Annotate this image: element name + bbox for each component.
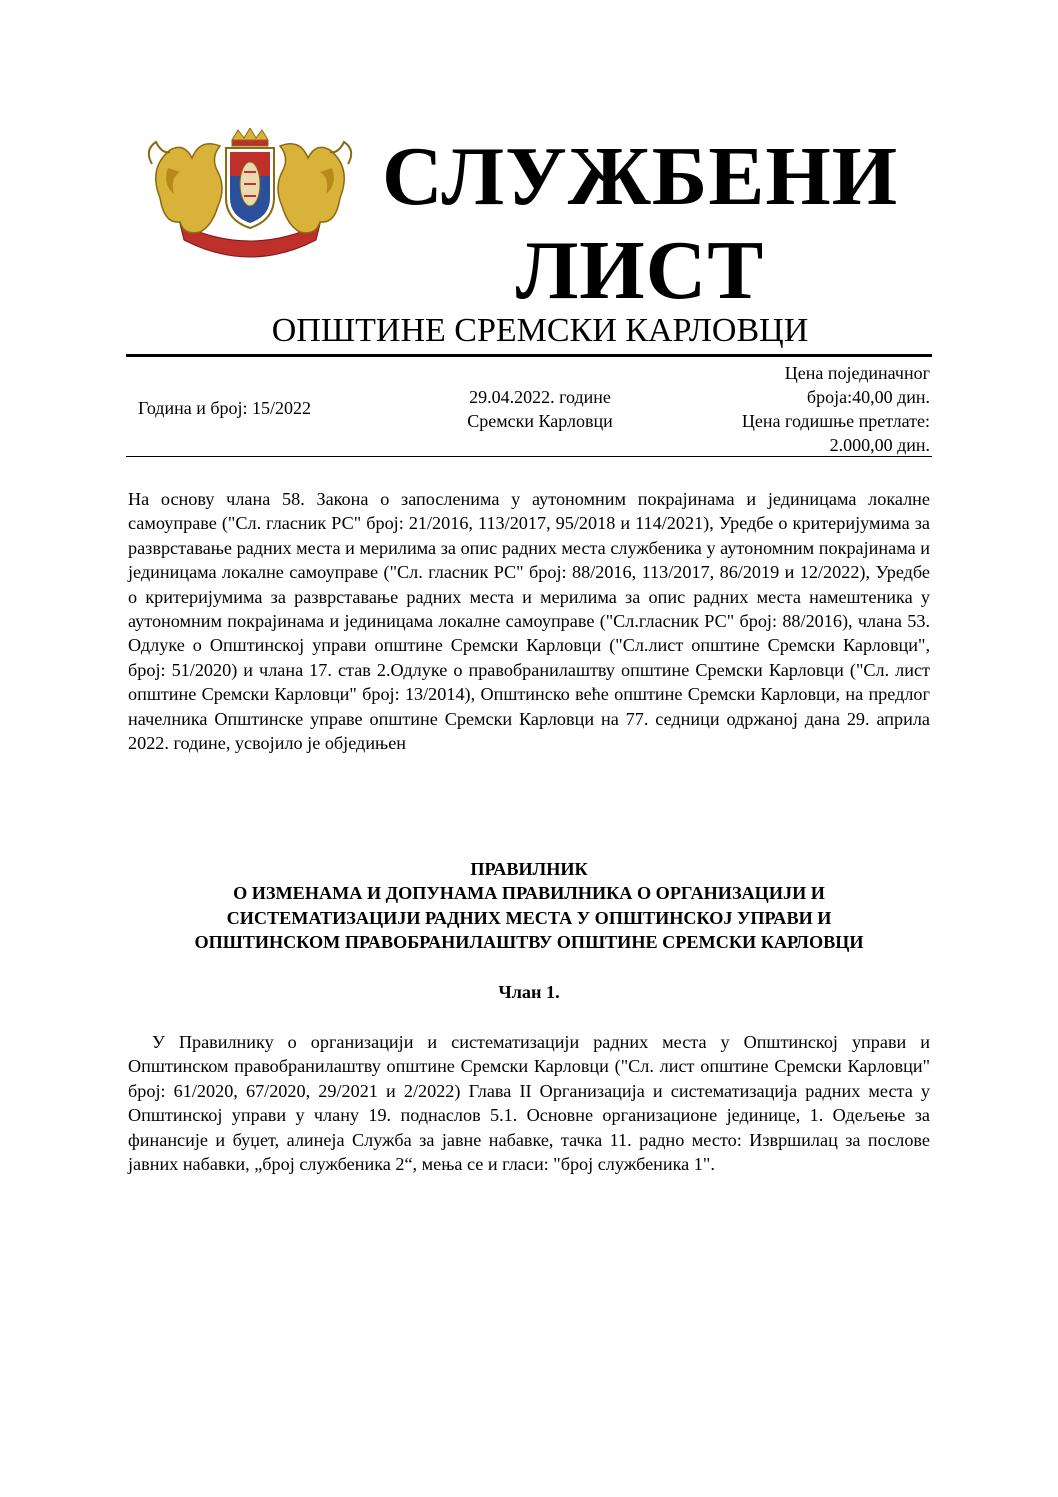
heading-line-1: ПРАВИЛНИК [470,859,588,879]
issue-date: 29.04.2022. године [469,387,611,407]
heading-line-3: СИСТЕМАТИЗАЦИЈИ РАДНИХ МЕСТА У ОПШТИНСКОЈ УПРАВИ И [226,907,832,928]
issue-date-block [440,385,640,433]
heading-line-4: ОПШТИНСКОМ ПРАВОБРАНИЛАШТВУ ОПШТИНЕ СРЕМСКИ КАРЛОВЦИ [194,932,864,953]
price-single-value: броја:40,00 дин. [806,387,930,407]
masthead-title-line2: ЛИСТ [515,224,765,317]
issue-number: Година и број: 15/2022 [138,398,312,418]
article-body: У Правилнику о организацији и систематизацији радних места у Општинској управи и Општинском правобранилаштву општине Сремски Карловци ("Сл. лист општине Сремски Карловци" број: 61/2020, 67/2020, 29/2021 и 2/2022) Глава II Организација и систематизација радних места у Општинској управи у члану 19. поднаслов 5.1. Основне организационе јединице, 1. Одељење за финансије и буџет, алинеја Служба за јавне набавке, тачка 11. радно место: Извршилац за послове јавних набавки, „број службеника 2“, мења се и гласи: "број службеника 1". [128,1032,930,1175]
masthead-title-line1: СЛУЖБЕНИ [381,130,899,223]
intro-paragraph: На основу члана 58. Закона о запосленима у аутономним покрајинама и јединицама локалне самоуправе ("Сл. гласник РС" број: 21/2016, 113/2017, 95/2018 и 114/2021), Уредбе о критеријумима за разврставање радних места и мерилима за опис радних места службеника у аутономним покрајинама и јединицама локалне самоуправе ("Сл. гласник РС" број: 88/2016, 113/2017, 86/2019 и 12/2022), Уредбе о критеријумима за разврставање радних места и мерилима за опис радних места намештеника у аутономним покрајинама и јединицама локалне самоуправе ("Сл.гласник РС" број: 88/2016), члана 53. Одлуке о Општинској управи општине Сремски Карловци ("Сл.лист општине Сремски Карловци", број: 51/2020) и члана 17. став 2.Одлуке о правобранилаштву општине Сремски Карловци ("Сл. лист општине Сремски Карловци" број: 13/2014), Општинско веће општине Сремски Карловци, на предлог начелника Општинске управе општине Сремски Карловци на 77. седници одржаној дана 29. априла 2022. године, усвојило је обједињен [128,489,930,754]
masthead-subtitle: ОПШТИНЕ СРЕМСКИ КАРЛОВЦИ [271,312,809,349]
price-annual-label: Цена годишње претлате: [741,411,930,431]
price-annual-value: 2.000,00 дин. [829,435,930,455]
price-block [670,361,930,457]
masthead-divider-top [126,354,932,357]
masthead-divider-bottom [126,456,932,457]
article-title: Члан 1. [498,982,560,1002]
document-heading [128,857,930,955]
heading-line-2: О ИЗМЕНАМА И ДОПУНАМА ПРАВИЛНИКА О ОРГАНИЗАЦИЈИ И [233,883,825,904]
issue-place: Сремски Карловци [467,411,613,431]
price-single-label: Цена појединачног [784,363,930,383]
coat-of-arms-icon [140,128,360,268]
